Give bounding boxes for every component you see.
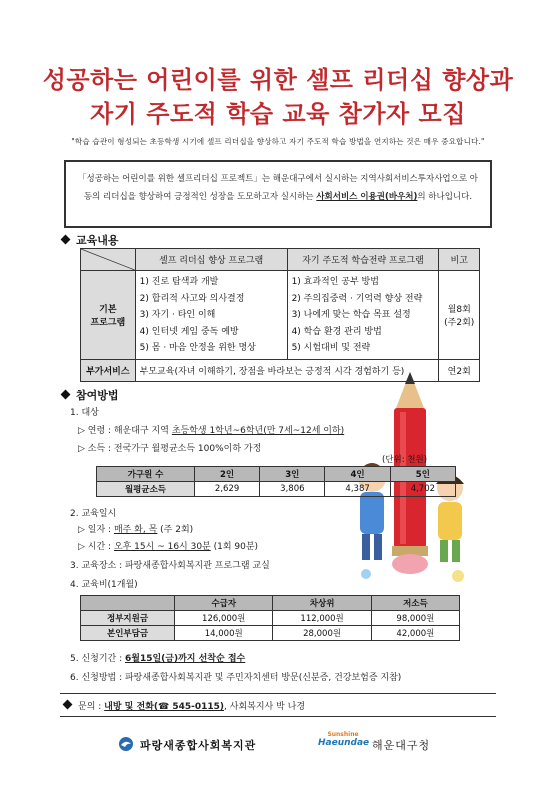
fee-value: 42,000원	[371, 626, 459, 641]
col-header-study-strategy: 자기 주도적 학습전략 프로그램	[287, 249, 439, 271]
target-income: ▷ 소득 : 전국가구 월평균소득 100%이하 가정	[78, 444, 262, 454]
contact-box	[60, 693, 496, 717]
target-age: ▷ 연령 : 해운대구 지역 초등학생 1학년~6학년(만 7세~12세 이하)	[78, 426, 345, 436]
apply-period: 5. 신청기간 : 6월15일(금)까지 선착순 접수	[70, 654, 246, 664]
extra-service-note: 연2회	[439, 359, 480, 381]
income-header: 3인	[260, 467, 325, 482]
fee-row-label: 정부지원금	[81, 611, 175, 626]
subtitle-quote: "학습 습관이 형성되는 초등학생 시기에 셀프 리더십을 향상하고 자기 주도적 학습 방법을 연지하는 것은 매우 중요합니다."	[71, 137, 485, 146]
fee-header: 차상위	[273, 596, 371, 611]
fee-table	[80, 595, 460, 641]
schedule-time: ▷ 시간 : 오후 15시 ~ 16시 30분 (1회 90분)	[78, 542, 259, 552]
target-title: 1. 대상	[70, 408, 99, 418]
intro-text-end: 의 하나입니다.	[417, 192, 473, 202]
extra-service-text: 부모교육(자녀 이해하기, 장점을 바라보는 긍정적 시각 경험하기 등)	[135, 359, 439, 381]
contact-line: 문의 : 내방 및 전화(☎ 545-0115), 사회복지사 박 나경	[64, 699, 305, 712]
apply-method: 6. 신청방법 : 파랑새종합사회복지관 및 주민자치센터 방문(신분증, 건강보험증 지참)	[70, 673, 402, 683]
income-value: 4,702	[390, 482, 455, 497]
diamond-bullet-icon	[61, 235, 71, 245]
income-value: 2,629	[194, 482, 259, 497]
income-header: 2인	[194, 467, 259, 482]
schedule-day: ▷ 일자 : 매주 화, 목 (주 2회)	[78, 525, 194, 535]
diagonal-cell	[81, 249, 136, 271]
fee-title: 4. 교육비(1개월)	[70, 580, 138, 590]
intro-box	[64, 160, 492, 228]
title-line-2: 자기 주도적 학습 교육 참가자 모집	[90, 100, 466, 128]
fee-value: 126,000원	[175, 611, 273, 626]
unit-label: (단위: 천원)	[382, 455, 428, 465]
col-header-note: 비고	[439, 249, 480, 271]
income-header: 4인	[325, 467, 390, 482]
title-line-1: 성공하는 어린이를 위한 셀프 리더십 향상과	[42, 66, 514, 94]
fee-row-label: 본인부담금	[81, 626, 175, 641]
place: 3. 교육장소 : 파랑새종합사회복지관 프로그램 교실	[70, 561, 270, 571]
schedule-title: 2. 교육일시	[70, 509, 117, 519]
program-table	[80, 248, 480, 382]
fee-value: 98,000원	[371, 611, 459, 626]
fee-header: 수급자	[175, 596, 273, 611]
fee-value: 112,000원	[273, 611, 371, 626]
education-heading: 교육내용	[62, 232, 119, 248]
org-bluebird-welfare: 파랑새종합사회복지관	[140, 739, 257, 752]
income-value: 3,806	[260, 482, 325, 497]
fee-header	[81, 596, 175, 611]
fee-header: 저소득	[371, 596, 459, 611]
haeundae-logo-icon: Sunshine Haeundae	[318, 731, 370, 748]
income-value: 4,387	[325, 482, 390, 497]
intro-text: 「성공하는 어린이를 위한 셀프리더십 프로젝트」는 해운대구에서 실시하는 지역사회서비스투자사업으로 아동의 리더십을 향상하여 긍정적인 성장을 도모하고자 실시하는	[78, 174, 478, 202]
diamond-bullet-icon	[61, 390, 71, 400]
income-header: 가구원 수	[97, 467, 195, 482]
org-haeundae-office: 해운대구청	[372, 739, 431, 752]
basic-program-note: 월8회 (주2회)	[439, 271, 480, 360]
col-header-self-leadership: 셀프 리더십 향상 프로그램	[135, 249, 287, 271]
participation-heading: 참여방법	[62, 387, 119, 403]
extra-service-label: 부가서비스	[81, 359, 136, 381]
fee-value: 28,000원	[273, 626, 371, 641]
income-table	[96, 466, 456, 497]
basic-program-label: 기본 프로그램	[81, 271, 136, 360]
intro-highlight: 사회서비스 이용권(바우처)	[316, 192, 418, 202]
fee-value: 14,000원	[175, 626, 273, 641]
study-strategy-items: 1) 효과적인 공부 방법 2) 주의집중력 · 기억력 향상 전략 3) 나에게 맞는 학습 목표 설정 4) 학습 환경 관리 방법 5) 시험대비 및 전략	[287, 271, 439, 360]
income-row-label: 월평균소득	[97, 482, 195, 497]
self-leadership-items: 1) 진로 탐색과 개발 2) 합리적 사고와 의사결정 3) 자기 · 타인 이해 4) 인터넷 게임 중독 예방 5) 몸 · 마음 안정을 위한 명상	[135, 271, 287, 360]
bluebird-logo-icon	[118, 736, 134, 752]
income-header: 5인	[390, 467, 455, 482]
diamond-bullet-icon	[63, 700, 73, 710]
